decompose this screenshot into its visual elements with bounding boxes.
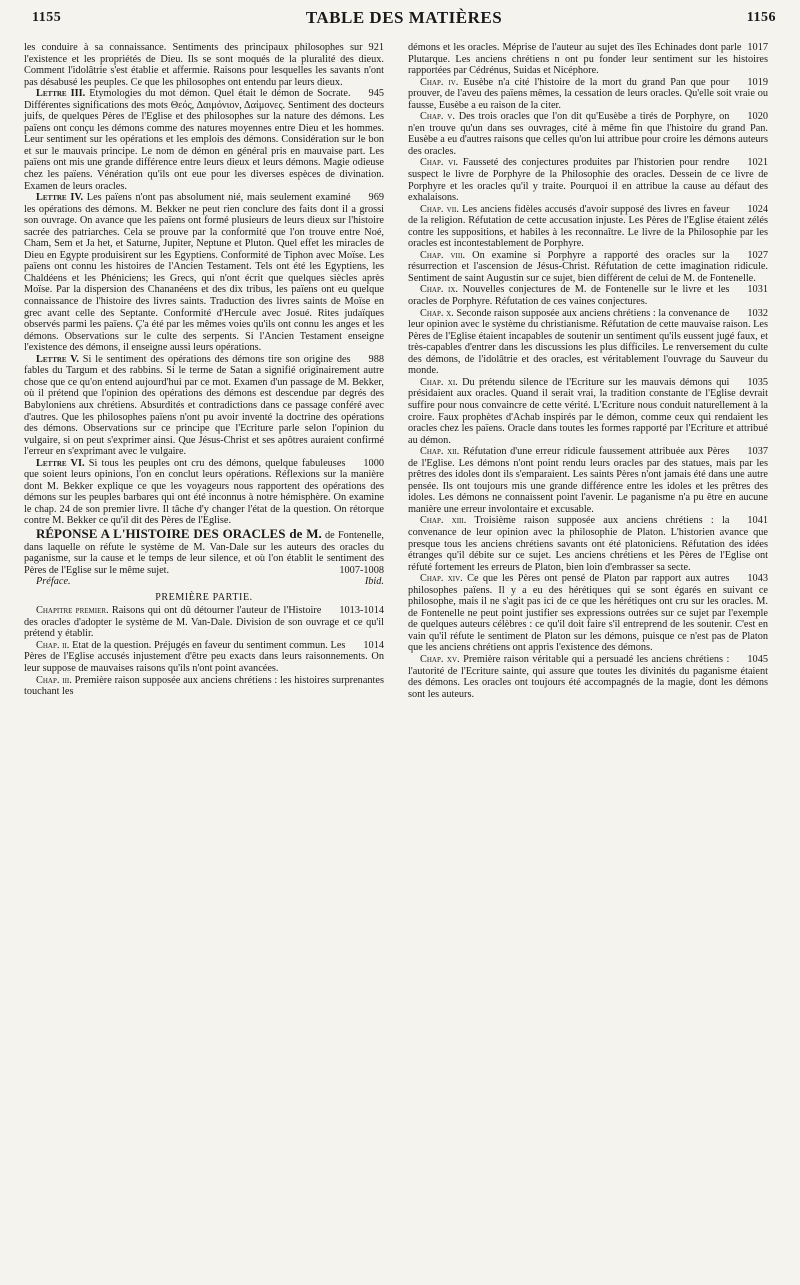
entry-text: Troisième raison supposée aux anciens chrétiens : la convenance de leur opinion avec la philosophie de Platon. L'historien avance que presque tous les anciens chrétiens savants ont été platoniciens. Réfutation des idées étranges qu'il débite sur ce sujet. Les anciens chrétiens et les Pères de l'Eglise ont réfuté fortement les erreurs de Platon, bien loin d'embrasser sa secte. (408, 515, 768, 573)
entry-label: Chap. ii. (36, 639, 70, 651)
page-title: TABLE DES MATIÈRES (305, 8, 503, 27)
entry-text: Seconde raison supposée aux anciens chrétiens : la convenance de leur opinion avec le système du christianisme. Réfutation de cette mauvaise raison. Les Pères de l'Eglise étaient incapables de soutenir un sentiment qu'ils eussent jugé faux, et très-capables d'entrer dans les discussions les plus difficiles. Le renversement du culte des démons, de l'idolâtrie et des oracles, est véritablement l'ouvrage du Sauveur du monde. (408, 307, 768, 377)
toc-entry (24, 42, 384, 88)
toc-entry (24, 675, 384, 698)
entry-text: Raisons qui ont dû détourner l'auteur de l'Histoire des oracles d'adopter le système de M. Van-Dale. Division de son ouvrage et ce qu'il prétend y établir. (24, 605, 384, 640)
toc-entry (24, 458, 384, 527)
entry-page: 988 (368, 353, 384, 365)
entry-page: 1043 (747, 573, 768, 585)
toc-entry (408, 377, 768, 446)
entry-text: Première raison supposée aux anciens chrétiens : les histoires surprenantes touchant les (24, 674, 384, 698)
entry-text: Préface. (36, 576, 71, 588)
entry-label: Lettre IV. (36, 192, 84, 204)
entry-label: Chap. xiii. (420, 515, 467, 527)
entry-text: Ce que les Pères ont pensé de Platon par rapport aux autres philosophes païens. Il y a eu des hérétiques qui se sont égarés en suivant ce philosophe, mais il ne s'agit pas ici de ce que les hérétiques ont cru sur les oracles. M. de Fontenelle ne peut point justifier ses expressions outrées sur ce sujet par l'exemple de quelques auteurs célèbres : ce qu'il doit faire s'il entreprend de les soutenir. C'est en vain qu'il réfute le sentiment de Platon sur les démons, puisque ce n'est pas de Platon que les anciens chrétiens ont appris l'existence des démons. (408, 573, 768, 654)
toc-entry (24, 88, 384, 192)
entry-page: 1019 (747, 76, 768, 88)
toc-entry-response (24, 527, 384, 576)
entry-page: 1027 (747, 249, 768, 261)
entry-label: Chapitre premier. (36, 605, 109, 617)
entry-page: 1024 (747, 203, 768, 215)
toc-entry (408, 515, 768, 573)
entry-label: Chap. ix. (420, 284, 458, 296)
entry-label: Chap. v. (420, 111, 455, 123)
entry-text: de Fontenelle, dans laquelle on réfute le système de M. Van-Dale sur les auteurs des oracles du paganisme, sur la cause et le temps de leur silence, et où l'on établit le sentiment des Pères de l'Eglise sur le même sujet. (24, 529, 384, 576)
entry-text: Les païens n'ont pas absolument nié, mais seulement examiné les opérations des démons. M. Bekker ne peut rien conclure des faits dont il a grossi son ouvrage. On avance que les païens ont formé plusieurs de leurs dieux sur l'histoire sacrée des patriarches. Cela se prouve par la conformité que l'on trouve entre Noé, Cham, Sem et Ja het, et Saturne, Jupiter, Neptune et Pluton. Quel effet les miracles de Dieu en Egypte produisirent sur les Egyptiens. Conformité de Tiphon avec Moïse. Les païens ont connu les histoires de l'Ancien Testament. Tels ont été les Egyptiens, les Chaldéens et les Phéniciens; les Grecs, qui n'ont écrit que quelques siècles après Moïse. Par la dispersion des Chananéens et des dix tribus, les païens ont eu quelque connaissance de l'histoire des livres saints. Traduction des livres saints de Moïse en grec avant celle des Septante. Conformité d'Hercule avec Josué. Rites judaïques observés parmi les païens. Ç'a été par les mêmes voies qu'ils ont connu les anges et les démons. Observations sur le culte des serpents. Si l'Ancien Testament enseigne l'existence des démons, il enseigne aussi leurs opérations. (24, 192, 384, 354)
entry-text: On examine si Porphyre a rapporté des oracles sur la résurrection et l'ascension de Jésus-Christ. Réfutation de cette imagination ridicule. Sentiment de saint Augustin sur ce sujet, bien différent de celui de M. de Fontenelle. (408, 249, 768, 284)
entry-page: 1017 (747, 42, 768, 53)
entry-label: Chap. vii. (420, 203, 459, 215)
entry-page: Ibid. (364, 576, 384, 588)
toc-entry (408, 157, 768, 203)
toc-entry (408, 111, 768, 157)
entry-label: Chap. vi. (420, 157, 459, 169)
entry-text: Première raison véritable qui a persuadé les anciens chrétiens : l'autorité de l'Ecriture sainte, qui assure que toutes les divinités du paganisme étaient des démons. Les oracles ont toujours été accompagnés de la magie, dont les démons sont les auteurs. (408, 653, 768, 700)
entry-text: Les anciens fidèles accusés d'avoir supposé des livres en faveur de la religion. Réfutation de cette accusation injuste. Les Pères de l'Eglise étaient zélés contre les suppositions, et habiles à les reconnaître. Le livre de la Philosophie par les oracles est incontestablement de Porphyre. (408, 203, 768, 250)
entry-text: démons et les oracles. Méprise de l'auteur au sujet des îles Echinades dont parle Plutarque. Les anciens chrétiens n ont pu fonder leur sentiment sur les histoires rapportées par Cédrénus, Suidas et Nicéphore. (408, 42, 768, 77)
left-column (24, 42, 384, 698)
toc-entry (24, 354, 384, 458)
entry-page: 1037 (747, 446, 768, 458)
page-number-right: 1156 (746, 10, 776, 25)
entry-text: Eusèbe n'a cité l'histoire de la mort du grand Pan que pour prouver, de l'aveu des païens mêmes, la cessation de leurs oracles. Qu'elle soit vraie ou fausse, Eusèbe a eu raison de la citer. (408, 76, 768, 111)
entry-text: Nouvelles conjectures de M. de Fontenelle sur le livre et les oracles de Porphyre. Réfutation de ces vaines conjectures. (408, 284, 730, 308)
entry-page: 1013-1014 (339, 605, 384, 617)
entry-label: Chap. x. (420, 307, 454, 319)
toc-entry (408, 308, 768, 377)
entry-text: Etymologies du mot démon. Quel était le démon de Socrate. Différentes significations des mots Θεός, Δαιμόνιον, Δαίμονες. Sentiment des docteurs juifs, de quelques Pères de l'Eglise et des philosophes sur la nature des démons. Les païens ont conçu les démons comme des natures moyennes entre Dieu et les hommes. Leur sentiment sur les opérations et les emplois des démons. Considération sur le bon et sur le mauvais principe. Le nom de démon en général pris en mauvaise part. Les païens ont mis une grande différence entre leurs dieux et leurs démons. Magie odieuse chez les païens. Vénération qu'ils ont eue pour les diverses espèces de divination. Examen de leurs oracles. (24, 88, 384, 192)
entry-label: Chap. iii. (36, 674, 72, 686)
toc-entry (408, 654, 768, 700)
entry-page: 1007-1008 (339, 564, 384, 576)
entry-label: Lettre V. (36, 353, 79, 365)
entry-text: les conduire à sa connaissance. Sentiments des principaux philosophes sur l'existence et les propriétés de Dieu. Ils se sont moqués de la pluralité des dieux. Comment l'idolâtrie s'est établie et affermie. Raisons pour lesquelles les savants n'ont pas désabusé les peuples. Ce que les philosophes ont entendu par leurs dieux. (24, 42, 384, 88)
entry-text: Réfutation d'une erreur ridicule faussement attribuée aux Pères de l'Eglise. Les démons n'ont point rendu leurs oracles par des statues, mais par les prêtres des idoles dont ils s'emparaient. Les saints Pères n'ont jamais été dans une autre pensée. Ils ont toujours mis une grande différence entre les idoles et les prêtres des idoles. Les démons ne connaissent point l'avenir. Le paganisme n'a pu être en aucune manière une erreur involontaire et excusable. (408, 446, 768, 515)
page-header (32, 8, 776, 34)
entry-label: Lettre VI. (36, 457, 85, 469)
toc-entry (408, 250, 768, 285)
toc-entry (408, 42, 768, 77)
entry-label: Lettre III. (36, 88, 86, 100)
toc-entry (24, 192, 384, 354)
toc-entry (408, 77, 768, 112)
right-column (408, 42, 768, 700)
part-heading: PREMIÈRE PARTIE. (155, 591, 253, 603)
toc-entry-preface (36, 576, 384, 588)
entry-page: 1035 (747, 376, 768, 388)
entry-page: 1021 (747, 157, 768, 169)
entry-page: 921 (368, 42, 384, 53)
entry-page: 1031 (747, 284, 768, 296)
entry-page: 945 (368, 88, 384, 100)
toc-entry (408, 284, 768, 307)
entry-text: Si tous les peuples ont cru des démons, quelque fabuleuses que soient leurs opinions, l'on en conclut leurs opérations. Réflexions sur la manière dont M. Bekker explique ce que les voyageurs nous rapportent des opérations des démons sur les peuples barbares qui ont été inconnus à notre hémisphère. On examine le chap. 24 de son premier livre. Il tâche d'y changer l'état de la question. On rétorque contre M. Bekker ce qu'il dit des Pères de l'Eglise. (24, 457, 384, 527)
entry-page: 1014 (363, 639, 384, 651)
entry-label: Chap. iv. (420, 76, 459, 88)
entry-text: Etat de la question. Préjugés en faveur du sentiment commun. Les Pères de l'Eglise accusés injustement d'être peu exacts dans leurs raisonnements. On leur suppose de mauvaises raisons qu'ils n'ont point avancées. (24, 639, 384, 674)
toc-entry (408, 204, 768, 250)
entry-label: Chap. xv. (420, 653, 460, 665)
entry-text: Du prétendu silence de l'Ecriture sur les mauvais démons qui présidaient aux oracles. Quand il serait vrai, la tradition constante de l'Eglise devrait suffire pour nous convaincre de cette vérité. L'Ecriture nous conduit naturellement à la croire. Faux prophètes d'Achab inspirés par le démon, comme ceux qui rendaient les oracles chez les païens. Oracle dans toutes les formes rapporté par l'Ecriture et attribué au démon. (408, 376, 768, 446)
toc-entry (408, 446, 768, 515)
entry-label: Chap. xii. (420, 446, 460, 458)
entry-page: 969 (368, 192, 384, 204)
entry-page: 1020 (747, 111, 768, 123)
toc-entry (24, 605, 384, 640)
entry-label: Chap. xiv. (420, 573, 463, 585)
response-heading: RÉPONSE A L'HISTOIRE DES ORACLES de M. (36, 525, 322, 541)
entry-page: 1032 (747, 307, 768, 319)
entry-label: Chap. xi. (420, 376, 458, 388)
entry-text: Si le sentiment des opérations des démons tire son origine des fables du Targum et des rabbins. Si le terme de Satan a signifié originairement autre chose que ce qu'on entend aujourd'hui par ce mot. Examen d'un passage de M. Bekker, où il prétend que l'opinion des opérations des démons est descendue par degrés des Babyloniens aux chrétiens. Absurdités et contradictions dans ce passage conféré avec d'autres. Que les philosophes païens n'ont pu avoir inventé la doctrine des opérations des démons. Observations sur ce principe que l'Ecriture parle selon l'opinion du vulgaire, si on peut s'exprimer ainsi. Que Jésus-Christ et ses apôtres auraient confirmé l'erreur en s'exprimant avec le vulgaire. (24, 353, 384, 458)
entry-page: 1041 (747, 515, 768, 527)
toc-entry (24, 640, 384, 675)
entry-page: 1045 (747, 653, 768, 665)
entry-text: Fausseté des conjectures produites par l'historien pour rendre suspect le livre de Porphyre de la Philosophie des oracles. Dessein de ce livre de Porphyre et les oracles qu'il y traite. Pourquoi il en attribue la cause au défaut des exhalaisons. (408, 157, 768, 204)
entry-label: Chap. viii. (420, 249, 466, 261)
entry-page: 1000 (363, 457, 384, 469)
entry-text: Des trois oracles que l'on dit qu'Eusèbe a tirés de Porphyre, on n'en trouve qu'un dans ses ouvrages, cité à même fin que l'histoire du grand Pan. Eusèbe a eu d'autres raisons que celles qu'on lui attribue pour croire les démons auteurs des oracles. (408, 111, 768, 157)
page-number-left: 1155 (32, 10, 62, 25)
toc-entry (408, 573, 768, 654)
